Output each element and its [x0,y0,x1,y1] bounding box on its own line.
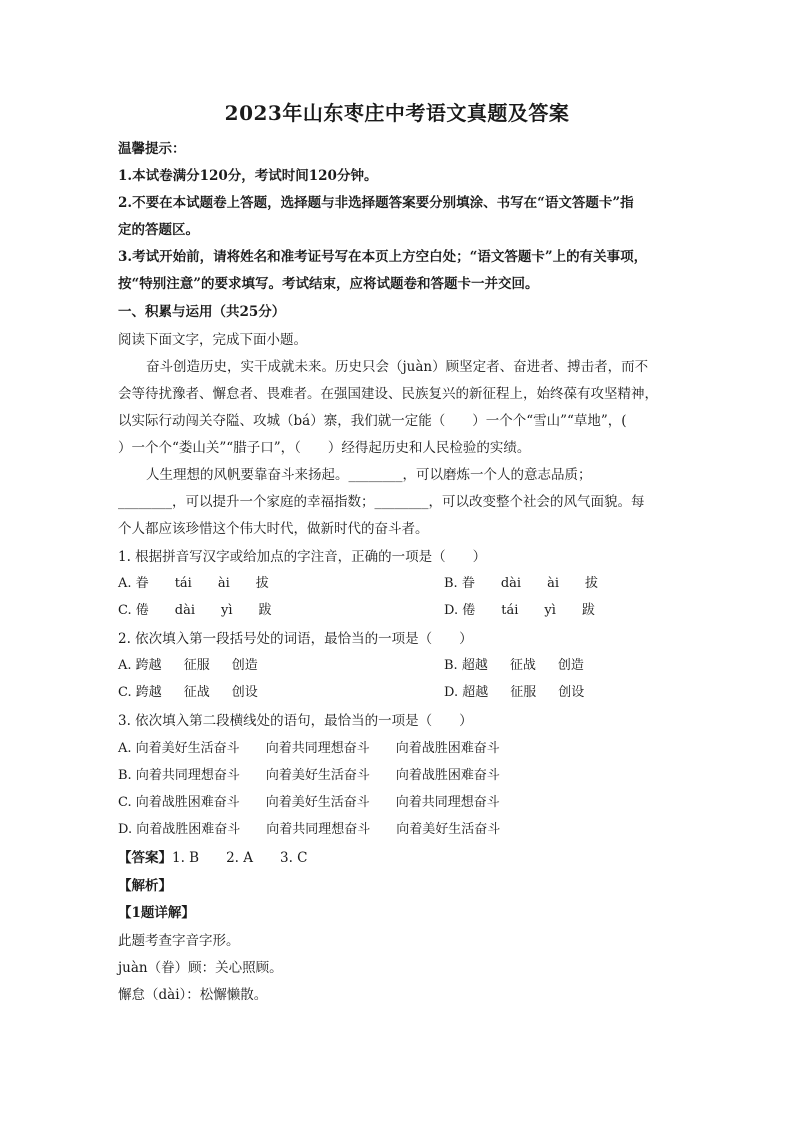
passage-line: 人生理想的风帆要靠奋斗来扬起。________，可以磨炼一个人的意志品质； [146,467,592,483]
section-instruction: 阅读下面文字，完成下面小题。 [118,332,307,348]
page-title: 2023年山东枣庄中考语文真题及答案 [224,101,570,125]
analysis-line: juàn（眷）顾：关心照顾。 [118,960,283,976]
option-d: D. 倦 tái yì 跋 [444,603,595,618]
answer-text: 1. B 2. A 3. C [172,850,308,866]
analysis-label: 【解析】 [118,878,172,894]
analysis-line: 懈怠（dài）：松懈懒散。 [118,987,268,1003]
notice-item: 按“特别注意”的要求填写。考试结束，应将试题卷和答题卡一并交回。 [118,276,539,292]
passage-line: 个人都应该珍惜这个伟大时代，做新时代的奋斗者。 [118,521,429,537]
notice-item: 2.不要在本试题卷上答题，选择题与非选择题答案要分别填涂、书写在“语文答题卡”指 [118,195,634,211]
option-d: D. 超越 征服 创设 [444,685,585,700]
question-stem: 3. 依次填入第二段横线处的语句，最恰当的一项是（ ） [118,713,473,729]
option-b: B. 眷 dài ài 拔 [444,576,599,591]
option-b: B. 超越 征战 创造 [444,658,584,673]
analysis-line: 此题考查字音字形。 [118,933,240,949]
passage-line: ）一个个“娄山关”“腊子口”，（ ）经得起历史和人民检验的实绩。 [118,440,531,456]
section-heading: 一、积累与运用（共25分） [118,304,286,320]
passage-line: ________，可以提升一个家庭的幸福指数；________，可以改变整个社会的风气面貌。每 [118,494,645,510]
option-a: A. 跨越 征服 创造 [118,658,258,673]
answer-label: 【答案】 [118,850,172,866]
question-stem: 2. 依次填入第一段括号处的词语，最恰当的一项是（ ） [118,631,473,647]
option-d: D. 向着战胜困难奋斗 向着共同理想奋斗 向着美好生活奋斗 [118,822,501,837]
answer-line [118,846,308,866]
option-c: C. 倦 dài yì 跋 [118,603,272,618]
notice-heading: 温馨提示： [118,141,186,157]
notice-item: 1.本试卷满分120分，考试时间120分钟。 [118,168,378,184]
option-a: A. 向着美好生活奋斗 向着共同理想奋斗 向着战胜困难奋斗 [118,741,500,756]
option-c: C. 向着战胜困难奋斗 向着美好生活奋斗 向着共同理想奋斗 [118,795,500,810]
passage-line: 奋斗创造历史，实干成就未来。历史只会（juàn）顾坚定者、奋进者、搏击者，而不 [146,359,649,375]
option-b: B. 向着共同理想奋斗 向着美好生活奋斗 向着战胜困难奋斗 [118,768,500,783]
option-a: A. 眷 tái ài 拔 [118,576,269,591]
question-stem: 1. 根据拼音写汉字或给加点的字注音，正确的一项是（ ） [118,549,487,565]
analysis-sub-label: 【1题详解】 [118,905,195,921]
passage-line: 以实际行动闯关夺隘、攻城（bá）寨，我们就一定能（ ）一个个“雪山”“草地”，( [118,413,627,429]
passage-line: 会等待扰豫者、懈怠者、畏难者。在强国建设、民族复兴的新征程上，始终葆有攻坚精神， [118,386,658,402]
notice-item: 3.考试开始前，请将姓名和准考证号写在本页上方空白处；“语文答题卡”上的有关事项， [118,249,648,265]
notice-item: 定的答题区。 [118,222,199,238]
option-c: C. 跨越 征战 创设 [118,685,258,700]
